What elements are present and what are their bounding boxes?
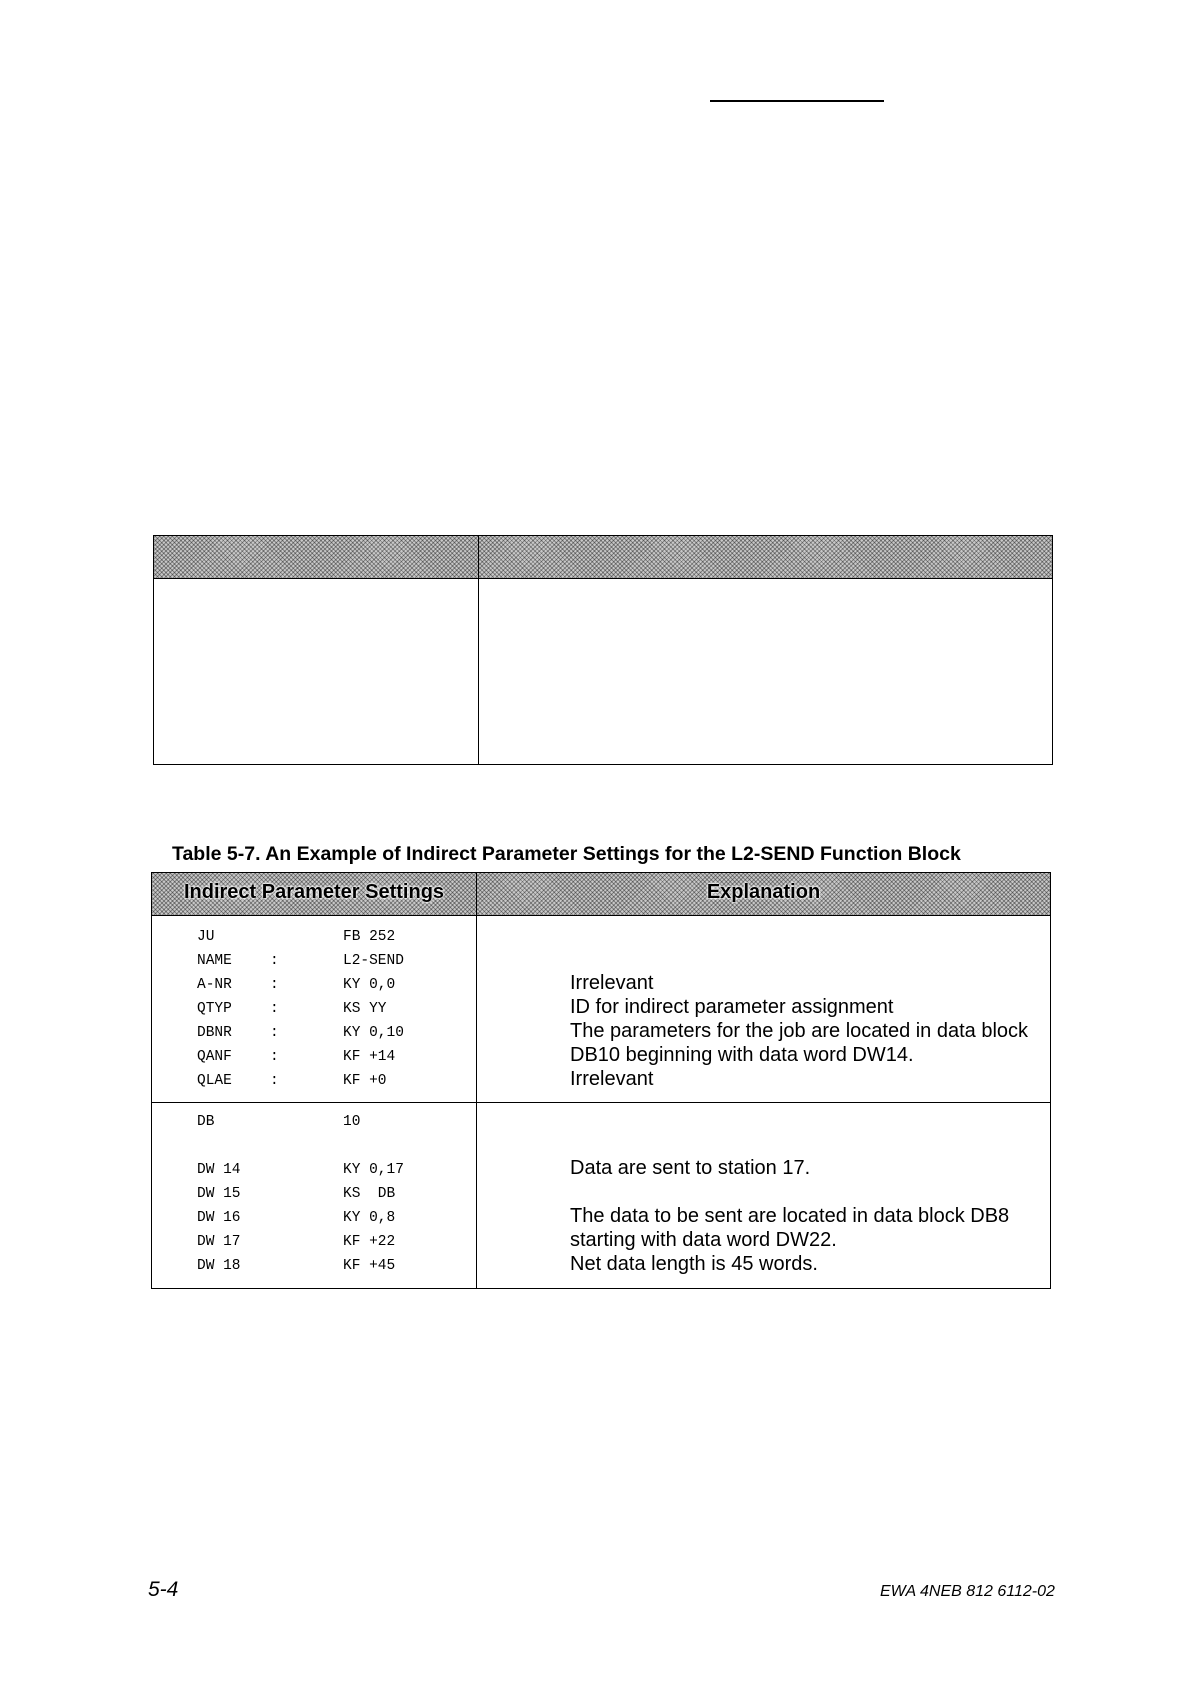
blank-table-divider — [478, 536, 479, 764]
page-number: 5-4 — [148, 1578, 179, 1601]
explanation-line: Irrelevant — [570, 1068, 654, 1090]
code-op: JU — [197, 929, 215, 945]
explanation-line: The parameters for the job are located in data block — [570, 1020, 1029, 1042]
code-op: A-NR — [197, 977, 232, 993]
code-val: KY 0,0 — [343, 977, 396, 993]
explanation-line: Irrelevant — [570, 972, 654, 994]
code-op: DW 15 — [197, 1186, 241, 1202]
code-op: DW 14 — [197, 1162, 241, 1178]
code-op: DW 17 — [197, 1234, 241, 1250]
parameter-table — [151, 872, 1051, 1289]
code-val: KY 0,10 — [343, 1025, 404, 1041]
table-caption: Table 5-7. An Example of Indirect Parameter Settings for the L2-SEND Function Block — [172, 843, 961, 865]
code-colon: : — [270, 1025, 279, 1041]
code-op: QANF — [197, 1049, 232, 1065]
top-rule — [710, 100, 884, 102]
code-val: KF +22 — [343, 1234, 396, 1250]
column-divider — [476, 873, 477, 1288]
code-op: DBNR — [197, 1025, 232, 1041]
code-op: DW 18 — [197, 1258, 241, 1274]
code-op: NAME — [197, 953, 232, 969]
explanation-line: DB10 beginning with data word DW14. — [570, 1044, 914, 1066]
code-val: KS DB — [343, 1186, 396, 1202]
code-op: QLAE — [197, 1073, 232, 1089]
code-val: L2-SEND — [343, 953, 404, 969]
header-settings: Indirect Parameter Settings — [183, 881, 445, 903]
code-colon: : — [270, 1001, 279, 1017]
code-val: KF +14 — [343, 1049, 396, 1065]
code-colon: : — [270, 953, 279, 969]
code-colon: : — [270, 1049, 279, 1065]
row-divider — [152, 1102, 1050, 1103]
code-op: QTYP — [197, 1001, 232, 1017]
explanation-line: starting with data word DW22. — [570, 1229, 837, 1251]
document-id: EWA 4NEB 812 6112-02 — [880, 1583, 1055, 1600]
code-val: KF +45 — [343, 1258, 396, 1274]
explanation-line: ID for indirect parameter assignment — [570, 996, 894, 1018]
code-val: KY 0,17 — [343, 1162, 404, 1178]
explanation-line: The data to be sent are located in data block DB8 — [570, 1205, 1010, 1227]
code-op: DW 16 — [197, 1210, 241, 1226]
code-val: FB 252 — [343, 929, 396, 945]
explanation-line: Data are sent to station 17. — [570, 1157, 811, 1179]
code-val: KY 0,8 — [343, 1210, 396, 1226]
code-op: DB — [197, 1114, 215, 1130]
code-colon: : — [270, 977, 279, 993]
code-val: 10 — [343, 1114, 361, 1130]
explanation-line: Net data length is 45 words. — [570, 1253, 818, 1275]
code-colon: : — [270, 1073, 279, 1089]
code-val: KS YY — [343, 1001, 387, 1017]
code-val: KF +0 — [343, 1073, 387, 1089]
blank-table-header — [154, 536, 1052, 579]
header-explanation: Explanation — [706, 881, 821, 903]
blank-table — [153, 535, 1053, 765]
